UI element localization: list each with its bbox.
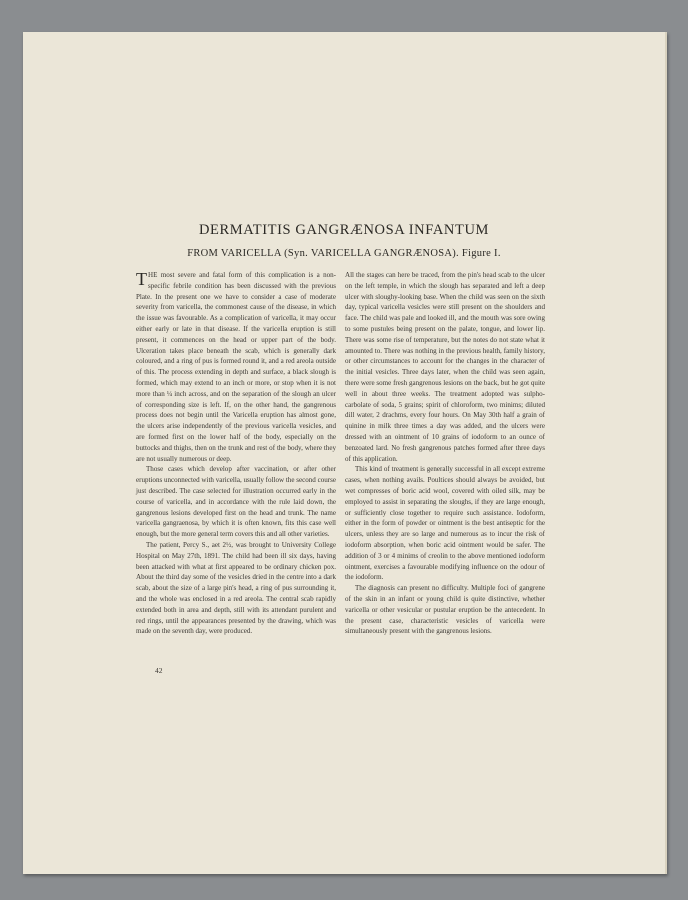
paragraph: This kind of treatment is generally successful in all except extreme cases, when nothing avails. Poultices should always be avoided, but wet compresses of boric acid wool, covered with oiled silk, may be employed to assist in separating the sloughs, if they are large enough, or sufficiently close together to require such assistance. Iodoform, either in the form of powder or ointment is the best antiseptic for the ulcers, unless they are so large and numerous as to incur the risk of iodoform absorption, when boric acid ointment would be safer. The addition of 3 or 4 minims of creolin to the above mentioned iodoform ointment, exercises a favourable modifying influence on the odour of the iodoform. (345, 465, 545, 582)
paragraph: Those cases which develop after vaccination, or after other eruptions unconnected with varicella, usually follow the second course just described. The case selected for illustration occurred early in the course of varicella, and in accordance with the rule laid down, the gangrenous lesions developed first on the head and trunk. The name varicella gangraenosa, by which it is often known, fits this case well enough, but the more general term covers this and all other varieties. (136, 465, 336, 539)
paragraph: THE most severe and fatal form of this complication is a non-specific febrile condition has been discussed with the previous Plate. In the present one we have to consider a case of moderate severity from varicella, the commonest cause of the disease, in which the issue was favourable. As a complication of varicella, it may occur either early or late in that disease. If the varicella eruption is still present, it commences on the head or upper part of the body. Ulceration takes place beneath the scab, which is generally dark coloured, and a ring of pus is formed round it, and a red areola outside of this. The process extending in depth and surface, a black slough is formed, which may extend to an inch or more, or stop when it is not more than ¼ inch across, and on the separation of the slough an ulcer of corresponding size is left. If, on the other hand, the gangrenous process does not begin until the Varicella eruption has almost gone, the ulcers arise independently of the previous varicella vesicles, and are formed first on the lower half of the body, especially on the buttocks and thighs, then on the trunk and rest of the body, where they are not usually numerous or deep. (136, 269, 336, 463)
paragraph: The patient, Percy S., aet 2½, was brought to University College Hospital on May 27th, 1891. The child had been ill six days, having been attacked with what at first appeared to be ordinary chicken pox. About the third day some of the vesicles dried in the centre into a dark scab, about the size of a large pin's head, a ring of pus surrounding it, and the whole was enclosed in a red areola. The central scab rapidly extended both in area and depth, still with its attendant purulent and red rings, until the appearances presented by the drawing, which was made on the seventh day, were produced. (136, 540, 336, 636)
paragraph: All the stages can here be traced, from the pin's head scab to the ulcer on the left temple, in which the slough has separated and left a deep ulcer with sloughy-looking base. When the child was seen on the sixth day, typical varicella vesicles were still present on the shoulders and face. The child was pale and looked ill, and the mouth was sore owing to some pustules being present on the palate, tongue, and lower lip. There was some rise of temperature, but the notes do not state what it amounted to. There was nothing in the previous health, family history, or other circumstances to account for the changes in the character of the initial vesicles. Three days later, when the child was seen again, there were some fresh gangrenous lesions on the back, but he got quite well in about three weeks. The treatment adopted was sulpho-carbolate of soda, 5 grains; spirit of chloroform, two minims; diluted dill water, 2 drachms, every four hours. On May 30th half a grain of quinine in milk three times a day was added, and the ulcers were dressed with an ointment of 10 grains of iodoform to an ounce of benzoated lard. No fresh gangrenous patches formed after three days of this application. (345, 271, 545, 463)
page-number: 42 (155, 666, 163, 675)
drop-cap: T (136, 269, 147, 289)
right-text-column (345, 270, 545, 637)
page-subtitle: FROM VARICELLA (Syn. VARICELLA GANGRÆNOSA). Figure I. (187, 248, 501, 259)
left-text-column (136, 270, 336, 637)
document-page (23, 32, 667, 874)
page-title: DERMATITIS GANGRÆNOSA INFANTUM (198, 222, 490, 238)
paragraph: The diagnosis can present no difficulty. Multiple foci of gangrene of the skin in an infant or young child is quite distinctive, whether varicella or other vesicular or pustular eruption be the antecedent. In the present case, characteristic vesicles of varicella were simultaneously present with the gangrenous lesions. (345, 584, 545, 636)
